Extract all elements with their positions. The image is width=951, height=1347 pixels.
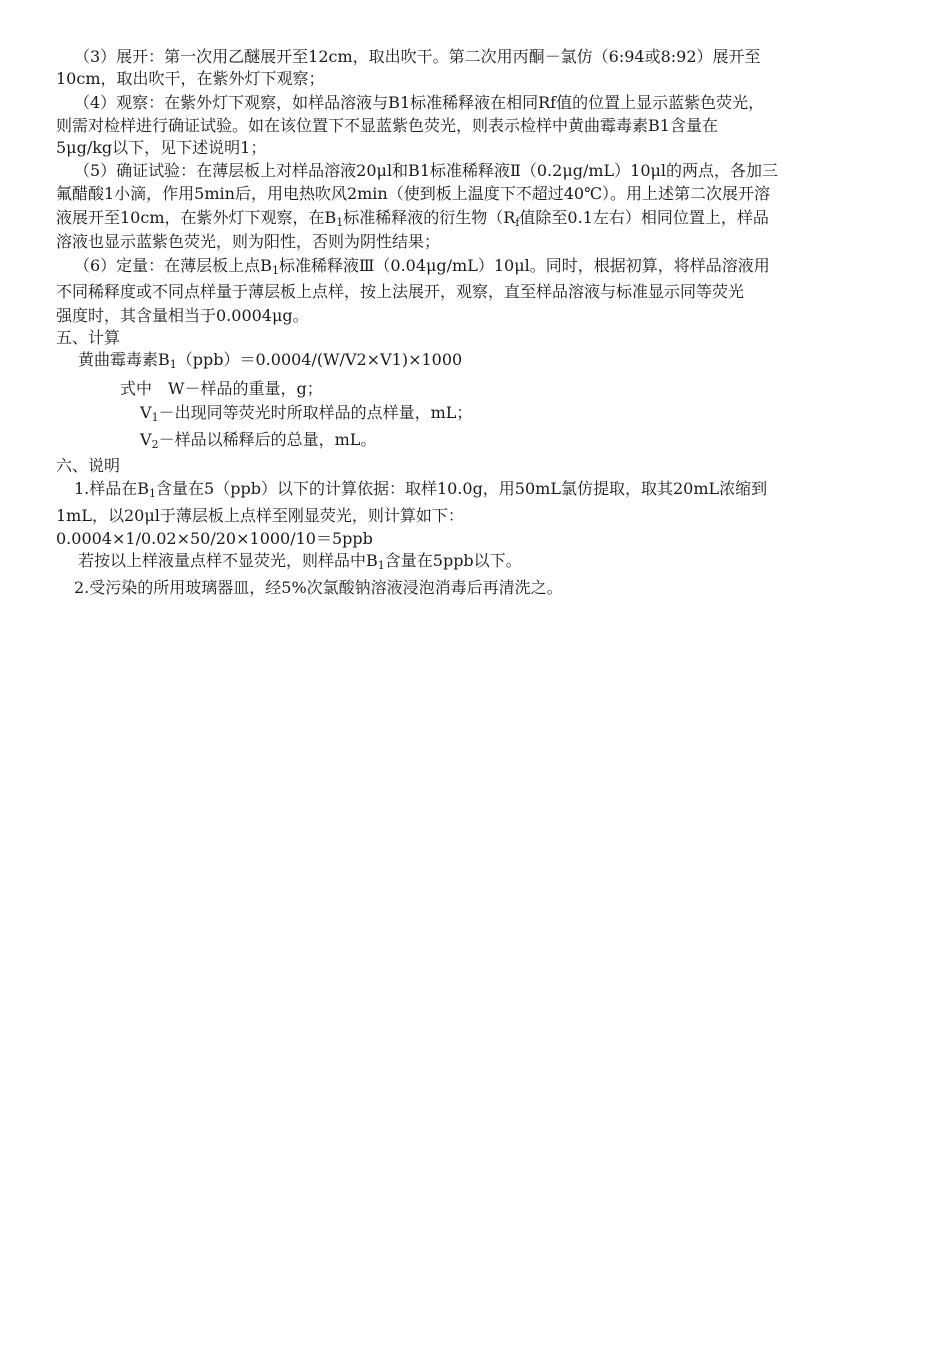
note-1-line-2: 1mL，以20μl于薄层板上点样至刚显荧光，则计算如下： xyxy=(56,506,464,525)
para-5-line-4: 溶液也显示蓝紫色荧光，则为阳性，否则为阴性结果； xyxy=(56,232,441,251)
notes-heading: 六、说明 xyxy=(56,456,121,475)
calc-where-w: 式中 W－样品的重量，g； xyxy=(120,379,323,398)
note-1-line-4: 若按以上样液量点样不显荧光，则样品中$B_1$含量在5ppb以下。 xyxy=(78,551,522,572)
calc-where-v1: $V_1-$出现同等荧光时所取样品的点样量，mL； xyxy=(140,403,473,424)
calc-heading: 五、计算 xyxy=(56,328,121,347)
para-3-line-1: （3）展开：第一次用乙醚展开至12cm，取出吹干。第二次用丙酮－氯仿（6:94或8:92）展开至 xyxy=(74,47,761,66)
note-2: 2.受污染的所用玻璃器皿，经5%次氯酸钠溶液浸泡消毒后再清洗之。 xyxy=(74,578,563,597)
para-5-line-3: 液展开至10cm，在紫外灯下观察，在$B_1$标准稀释液的衍生物（$R_f$值除至0.1左右）相同位置上，样品 xyxy=(56,208,769,229)
calc-where-v2: $V_2-$样品以稀释后的总量，mL。 xyxy=(140,430,377,451)
note-1-line-1: 1.样品在$B_1$含量在5（ppb）以下的计算依据：取样10.0g，用50mL氯仿提取，取其20mL浓缩到 xyxy=(74,479,768,500)
calc-formula: 黄曲霉毒素$B_1(ppb)=0.0004/(W/V2\times V1)\times 1000$ xyxy=(78,350,463,371)
para-5-line-1: （5）确证试验：在薄层板上对样品溶液20μl和B1标准稀释液Ⅱ（0.2μg/mL）10μl的两点，各加三 xyxy=(74,161,779,180)
note-1-calculation: 0.0004×1/0.02×50/20×1000/10＝5ppb xyxy=(56,529,373,548)
para-6-line-3: 强度时，其含量相当于0.0004μg。 xyxy=(56,306,309,325)
para-4-line-2: 则需对检样进行确证试验。如在该位置下不显蓝紫色荧光，则表示检样中黄曲霉毒素B1含量在 xyxy=(56,116,718,135)
para-4-line-3: 5μg/kg以下，见下述说明1； xyxy=(56,138,267,157)
para-6-line-2: 不同稀释度或不同点样量于薄层板上点样，按上法展开，观察，直至样品溶液与标准显示同等荧光 xyxy=(56,282,745,301)
para-3-line-2: 10cm，取出吹干，在紫外灯下观察； xyxy=(56,69,325,88)
para-5-line-2: 氟醋酸1小滴，作用5min后，用电热吹风2min（使到板上温度下不超过40℃）。用上述第二次展开溶 xyxy=(56,184,770,203)
para-6-line-1: （6）定量：在薄层板上点$B_1$标准稀释液Ⅲ（0.04μg/mL）10μl。同时，根据初算，将样品溶液用 xyxy=(74,256,770,277)
para-4-line-1: （4）观察：在紫外灯下观察，如样品溶液与B1标准稀释液在相同Rf值的位置上显示蓝紫色荧光， xyxy=(74,93,765,112)
